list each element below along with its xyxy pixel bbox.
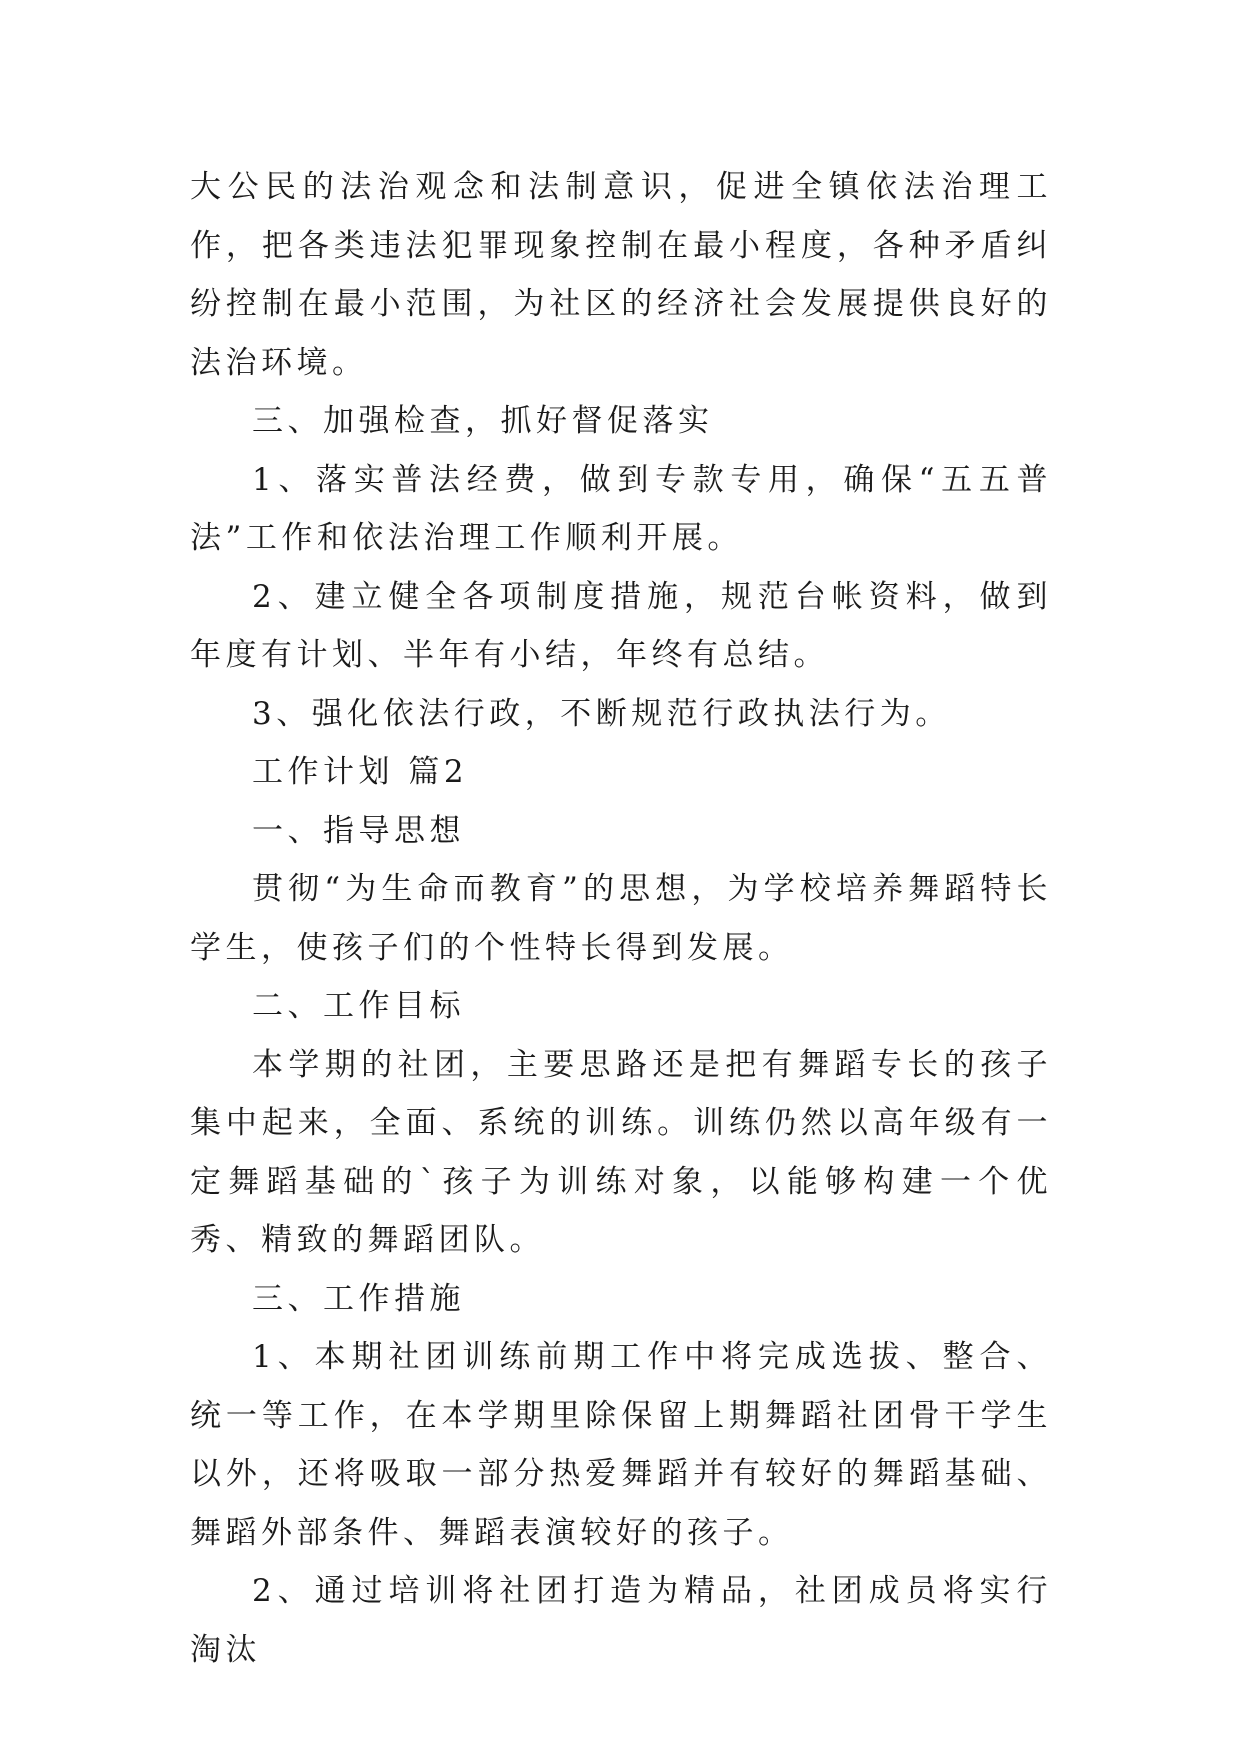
paragraph-funding: 1、落实普法经费，做到专款专用，确保“五五普法”工作和依法治理工作顺利开展。 bbox=[190, 461, 1052, 556]
paragraph-goals: 本学期的社团，主要思路还是把有舞蹈专长的孩子集中起来，全面、系统的训练。训练仍然以高年级有一定舞蹈基础的`孩子为训练对象，以能够构建一个优秀、精致的舞蹈团队。 bbox=[190, 1046, 1052, 1258]
paragraph-continuation: 大公民的法治观念和法制意识，促进全镇依法治理工作，把各类违法犯罪现象控制在最小程度，各种矛盾纠纷控制在最小范围，为社区的经济社会发展提供良好的法治环境。 bbox=[190, 169, 1052, 381]
paragraph-measure-2: 2、通过培训将社团打造为精品，社团成员将实行淘汰 bbox=[190, 1573, 1052, 1668]
document-page bbox=[190, 158, 1052, 1679]
section-heading-guiding-idea: 一、指导思想 bbox=[252, 812, 465, 849]
paragraph-measure-1: 1、本期社团训练前期工作中将完成选拔、整合、统一等工作，在本学期里除保留上期舞蹈社团骨干学生以外，还将吸取一部分热爱舞蹈并有较好的舞蹈基础、舞蹈外部条件、舞蹈表演较好的孩子。 bbox=[190, 1339, 1052, 1551]
section-heading-goals: 二、工作目标 bbox=[252, 988, 465, 1024]
section-heading-inspection: 三、加强检查，抓好督促落实 bbox=[252, 403, 714, 439]
paragraph-guiding-idea: 贯彻“为生命而教育”的思想，为学校培养舞蹈特长学生，使孩子们的个性特长得到发展。 bbox=[190, 871, 1052, 966]
plan-title: 工作计划 篇2 bbox=[252, 754, 469, 790]
paragraph-law-enforcement: 3、强化依法行政，不断规范行政执法行为。 bbox=[252, 695, 951, 732]
section-heading-measures: 三、工作措施 bbox=[252, 1280, 465, 1317]
paragraph-systems: 2、建立健全各项制度措施，规范台帐资料，做到年度有计划、半年有小结，年终有总结。 bbox=[190, 578, 1052, 673]
